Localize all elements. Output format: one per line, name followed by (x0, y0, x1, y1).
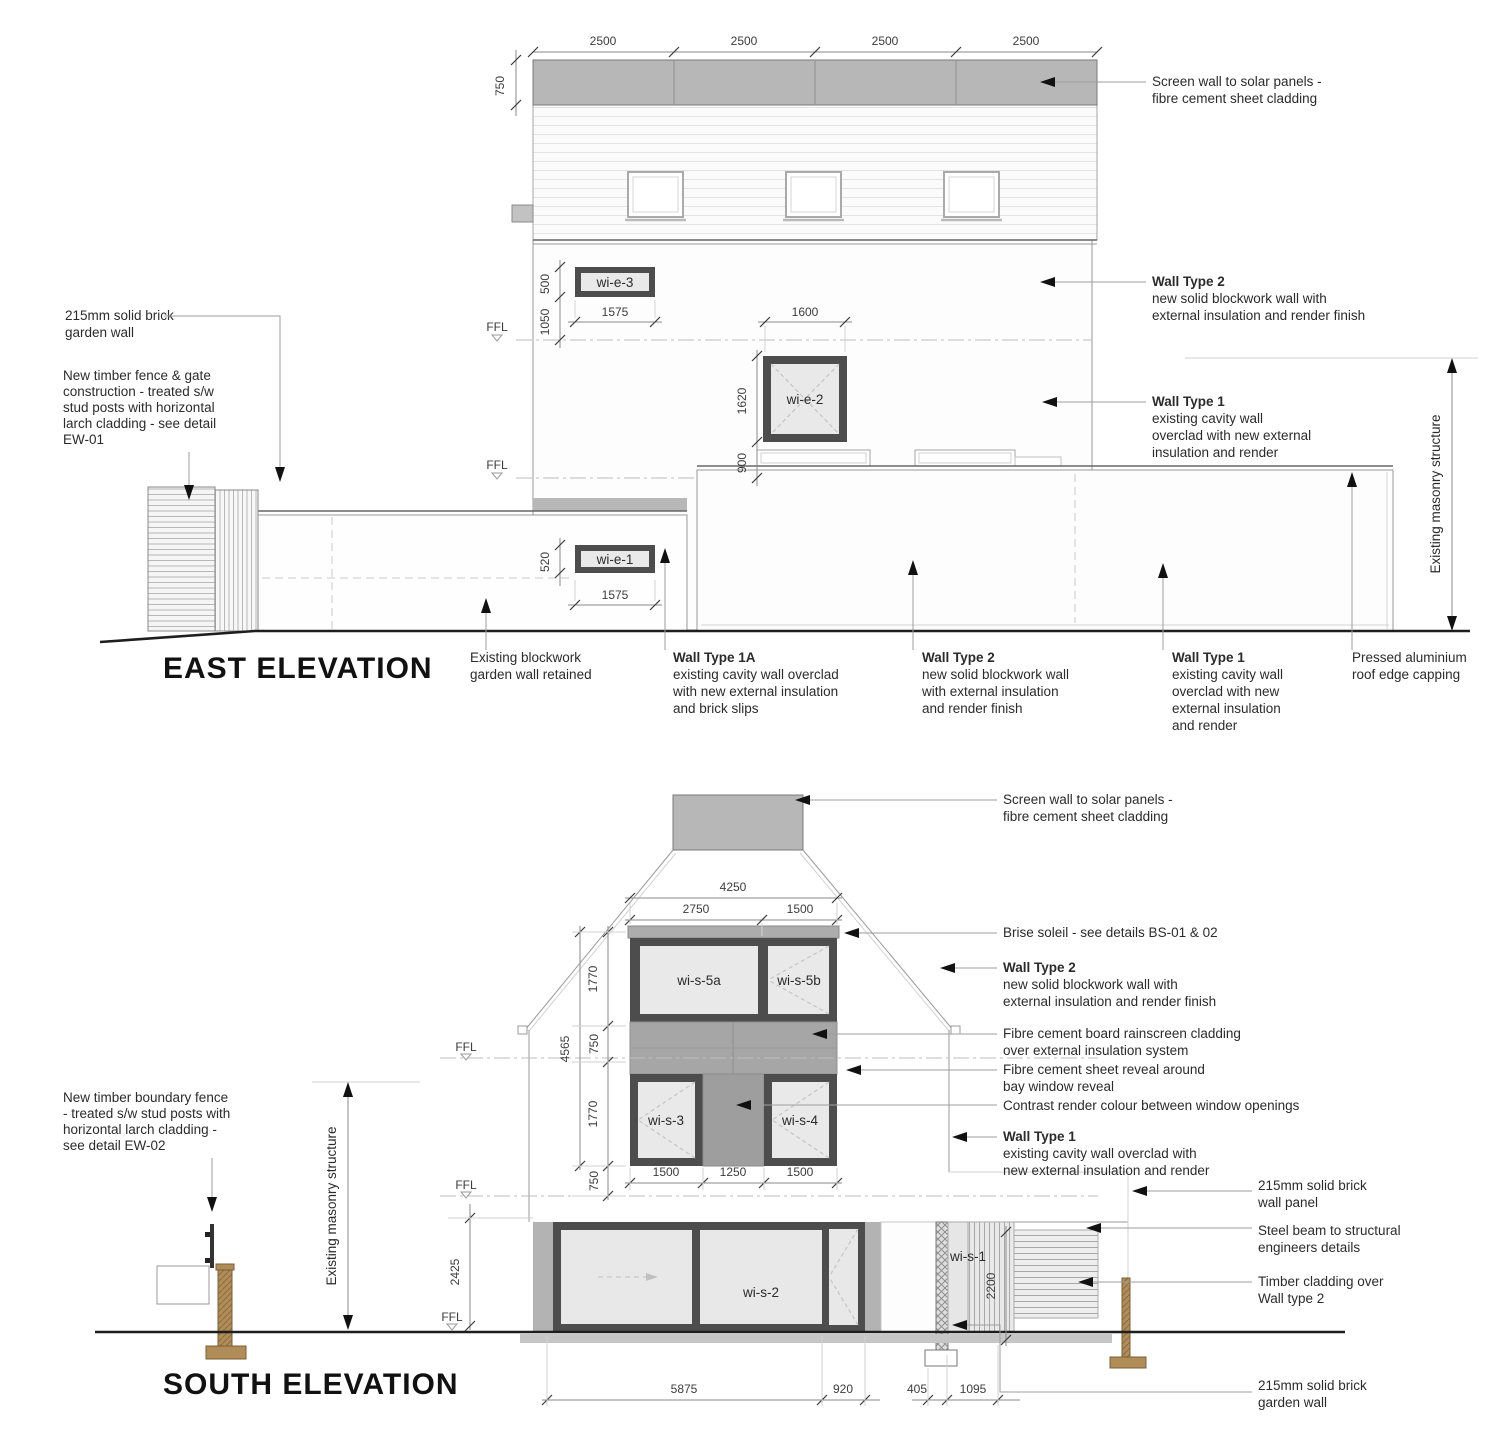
dim-520: 520 (538, 551, 552, 573)
south-masonry-dim (312, 1082, 420, 1330)
svg-text:Wall Type 1: Wall Type 1 (1152, 394, 1225, 409)
south-ann-garden-wall (952, 1320, 1367, 1410)
svg-text:new solid blockwork wall with: new solid blockwork wall with (1152, 291, 1327, 306)
dim-2500-3: 2500 (871, 34, 899, 48)
svg-text:Wall Type 1A: Wall Type 1A (673, 650, 756, 665)
svg-text:EW-01: EW-01 (63, 432, 105, 447)
east-attic-windows (625, 172, 1002, 220)
svg-text:larch cladding - see detail: larch cladding - see detail (63, 416, 217, 431)
east-gate (215, 490, 258, 631)
south-ann-wall-type-1 (952, 1129, 1210, 1178)
svg-text:Wall type 2: Wall type 2 (1258, 1291, 1325, 1306)
svg-text:215mm solid brick: 215mm solid brick (65, 308, 174, 323)
svg-text:new solid blockwork wall: new solid blockwork wall (922, 667, 1070, 682)
dim-1770-lower: 1770 (586, 1100, 600, 1128)
svg-text:construction - treated s/w: construction - treated s/w (63, 384, 214, 399)
window-wi-s-1-glass (948, 1222, 968, 1332)
east-rear-extension (697, 466, 1393, 631)
svg-text:Brise soleil - see details BS-: Brise soleil - see details BS-01 & 02 (1003, 925, 1218, 940)
south-patio-slab (520, 1334, 1112, 1343)
svg-text:Fibre cement board rainscreen: Fibre cement board rainscreen cladding (1003, 1026, 1241, 1041)
svg-text:horizontal larch cladding -: horizontal larch cladding - (63, 1122, 217, 1137)
svg-text:and render finish: and render finish (922, 701, 1023, 716)
dim-1575-bottom: 1575 (601, 588, 629, 602)
east-ground-line (100, 631, 1470, 642)
svg-text:with external insulation: with external insulation (922, 684, 1059, 699)
south-ann-brise-soleil (844, 925, 1218, 940)
svg-text:external insulation and render: external insulation and render finish (1152, 308, 1366, 323)
svg-text:overclad with new: overclad with new (1172, 684, 1280, 699)
dim-1050: 1050 (538, 308, 552, 336)
svg-text:stud posts with horizontal: stud posts with horizontal (63, 400, 215, 415)
svg-text:existing cavity wall overclad: existing cavity wall overclad with (1003, 1146, 1197, 1161)
dim-1250: 1250 (719, 1165, 747, 1179)
dim-750-upper: 750 (587, 1033, 601, 1055)
east-elevation (63, 34, 1478, 733)
south-ann-fibre-sheet (846, 1062, 1205, 1094)
svg-text:external insulation and render: external insulation and render finish (1003, 994, 1217, 1009)
svg-text:insulation and render: insulation and render (1152, 445, 1279, 460)
dim-1500-w3: 1500 (652, 1165, 680, 1179)
svg-text:Wall Type 2: Wall Type 2 (1003, 960, 1076, 975)
south-ffl-marker-2 (455, 1178, 477, 1198)
window-wi-s-2-fixed (700, 1222, 822, 1332)
south-contrast-render-panel (703, 1074, 764, 1166)
svg-text:Wall Type 1: Wall Type 1 (1003, 1129, 1076, 1144)
dim-2500-4: 2500 (1012, 34, 1040, 48)
svg-text:Existing blockwork: Existing blockwork (470, 650, 582, 665)
south-ffl-marker-1 (455, 1040, 477, 1060)
south-ann-wall-type-2 (940, 960, 1216, 1009)
svg-text:FFL: FFL (441, 1310, 463, 1324)
label-wi-s-5b: wi-s-5b (777, 973, 821, 988)
east-garden-wall (148, 487, 215, 631)
south-pier-footing (925, 1350, 957, 1366)
east-front-ext-slab (533, 498, 687, 511)
south-brise-soleil (628, 926, 839, 938)
svg-text:Fibre cement sheet reveal arou: Fibre cement sheet reveal around (1003, 1062, 1205, 1077)
svg-text:and brick slips: and brick slips (673, 701, 759, 716)
svg-text:existing cavity wall: existing cavity wall (1172, 667, 1284, 682)
dim-920: 920 (832, 1382, 854, 1396)
svg-text:and render: and render (1172, 718, 1238, 733)
label-wi-s-5a: wi-s-5a (677, 973, 721, 988)
dim-1500-top: 1500 (786, 902, 814, 916)
dim-2750: 2750 (682, 902, 710, 916)
dim-2500-2: 2500 (730, 34, 758, 48)
dim-750: 750 (493, 75, 507, 97)
dim-900: 900 (735, 452, 749, 474)
dim-1770-upper: 1770 (586, 965, 600, 993)
dim-1620: 1620 (735, 387, 749, 415)
svg-text:FFL: FFL (455, 1178, 477, 1192)
label-wi-s-3: wi-s-3 (648, 1113, 684, 1128)
south-screen-wall (673, 795, 803, 850)
svg-text:external insulation: external insulation (1172, 701, 1281, 716)
dim-2200: 2200 (984, 1272, 998, 1300)
svg-text:215mm solid brick: 215mm solid brick (1258, 1378, 1367, 1393)
svg-text:Wall Type 1: Wall Type 1 (1172, 650, 1245, 665)
east-side-box (512, 205, 533, 222)
svg-text:- treated s/w stud posts with: - treated s/w stud posts with (63, 1106, 231, 1121)
east-drawing (100, 60, 1470, 642)
svg-text:fibre cement sheet cladding: fibre cement sheet cladding (1152, 91, 1318, 106)
east-masonry-note: Existing masonry structure (1428, 414, 1443, 574)
svg-text:roof edge capping: roof edge capping (1352, 667, 1461, 682)
label-wi-e-2: wi-e-2 (786, 392, 824, 407)
dim-405: 405 (906, 1382, 928, 1396)
label-wi-s-1: wi-s-1 (950, 1249, 986, 1264)
svg-text:overclad with new external: overclad with new external (1152, 428, 1312, 443)
dim-1575-top: 1575 (601, 305, 629, 319)
south-garden-wall-post (1122, 1278, 1130, 1358)
svg-text:Wall Type 2: Wall Type 2 (922, 650, 995, 665)
svg-text:Timber cladding over: Timber cladding over (1258, 1274, 1384, 1289)
svg-text:garden wall: garden wall (65, 325, 135, 340)
svg-text:215mm solid brick: 215mm solid brick (1258, 1178, 1367, 1193)
svg-text:fibre cement sheet cladding: fibre cement sheet cladding (1003, 809, 1169, 824)
south-boundary-fence (157, 1224, 246, 1359)
south-ffl-marker-3 (441, 1310, 463, 1330)
dim-1500-w4: 1500 (786, 1165, 814, 1179)
east-ann-timber-fence (63, 368, 216, 500)
svg-text:with new external insulation: with new external insulation (673, 684, 839, 699)
svg-text:New timber fence & gate: New timber fence & gate (63, 368, 211, 383)
svg-text:new solid blockwork wall with: new solid blockwork wall with (1003, 977, 1178, 992)
svg-text:Wall Type 2: Wall Type 2 (1152, 274, 1225, 289)
svg-text:FFL: FFL (486, 458, 508, 472)
south-ann-steel-beam (1086, 1223, 1401, 1255)
label-wi-s-2: wi-s-2 (743, 1285, 779, 1300)
dim-2425: 2425 (448, 1258, 462, 1286)
svg-text:see detail EW-02: see detail EW-02 (63, 1138, 166, 1153)
svg-text:Screen wall to solar panels -: Screen wall to solar panels - (1152, 74, 1322, 89)
svg-text:garden wall: garden wall (1258, 1395, 1328, 1410)
svg-text:wall panel: wall panel (1258, 1195, 1319, 1210)
dim-1600: 1600 (791, 305, 819, 319)
svg-text:Steel beam to structural: Steel beam to structural (1258, 1223, 1401, 1238)
svg-text:existing cavity wall: existing cavity wall (1152, 411, 1264, 426)
dim-2500-1: 2500 (589, 34, 617, 48)
east-ffl-marker-2 (486, 458, 508, 479)
south-ann-brick-panel (1132, 1178, 1367, 1210)
svg-text:over external insulation syste: over external insulation system (1003, 1043, 1189, 1058)
south-timber-cladding (1014, 1230, 1098, 1318)
svg-text:Contrast render colour between: Contrast render colour between window openings (1003, 1098, 1300, 1113)
dim-5875: 5875 (670, 1382, 698, 1396)
dim-1095: 1095 (959, 1382, 987, 1396)
window-wi-s-2-slider (553, 1222, 700, 1332)
east-title: EAST ELEVATION (163, 652, 433, 685)
south-ann-boundary-fence (63, 1090, 230, 1212)
svg-text:garden wall retained: garden wall retained (470, 667, 592, 682)
svg-text:Screen wall to solar panels -: Screen wall to solar panels - (1003, 792, 1173, 807)
label-wi-e-1: wi-e-1 (596, 552, 634, 567)
south-title: SOUTH ELEVATION (163, 1368, 459, 1401)
dim-750-lower: 750 (587, 1170, 601, 1192)
label-wi-s-4: wi-s-4 (782, 1113, 818, 1128)
south-masonry-note: Existing masonry structure (324, 1126, 339, 1286)
svg-text:FFL: FFL (486, 320, 508, 334)
south-ann-fibre-board (812, 1026, 1241, 1058)
svg-text:existing cavity wall overclad: existing cavity wall overclad (673, 667, 839, 682)
dim-4565: 4565 (558, 1035, 572, 1063)
south-ann-screen-wall (795, 792, 1173, 824)
east-ffl-marker-1 (486, 320, 508, 341)
svg-text:Pressed aluminium: Pressed aluminium (1352, 650, 1467, 665)
svg-text:bay window reveal: bay window reveal (1003, 1079, 1115, 1094)
south-ground-floor-bay (533, 1222, 936, 1332)
south-narrow-door (822, 1222, 865, 1332)
dim-4250: 4250 (719, 880, 747, 894)
south-elevation (63, 792, 1401, 1410)
dim-500: 500 (538, 273, 552, 295)
svg-text:New timber boundary fence: New timber boundary fence (63, 1090, 229, 1105)
svg-text:new external insulation and re: new external insulation and render (1003, 1163, 1210, 1178)
label-wi-e-3: wi-e-3 (596, 275, 634, 290)
svg-text:engineers details: engineers details (1258, 1240, 1361, 1255)
svg-text:FFL: FFL (455, 1040, 477, 1054)
